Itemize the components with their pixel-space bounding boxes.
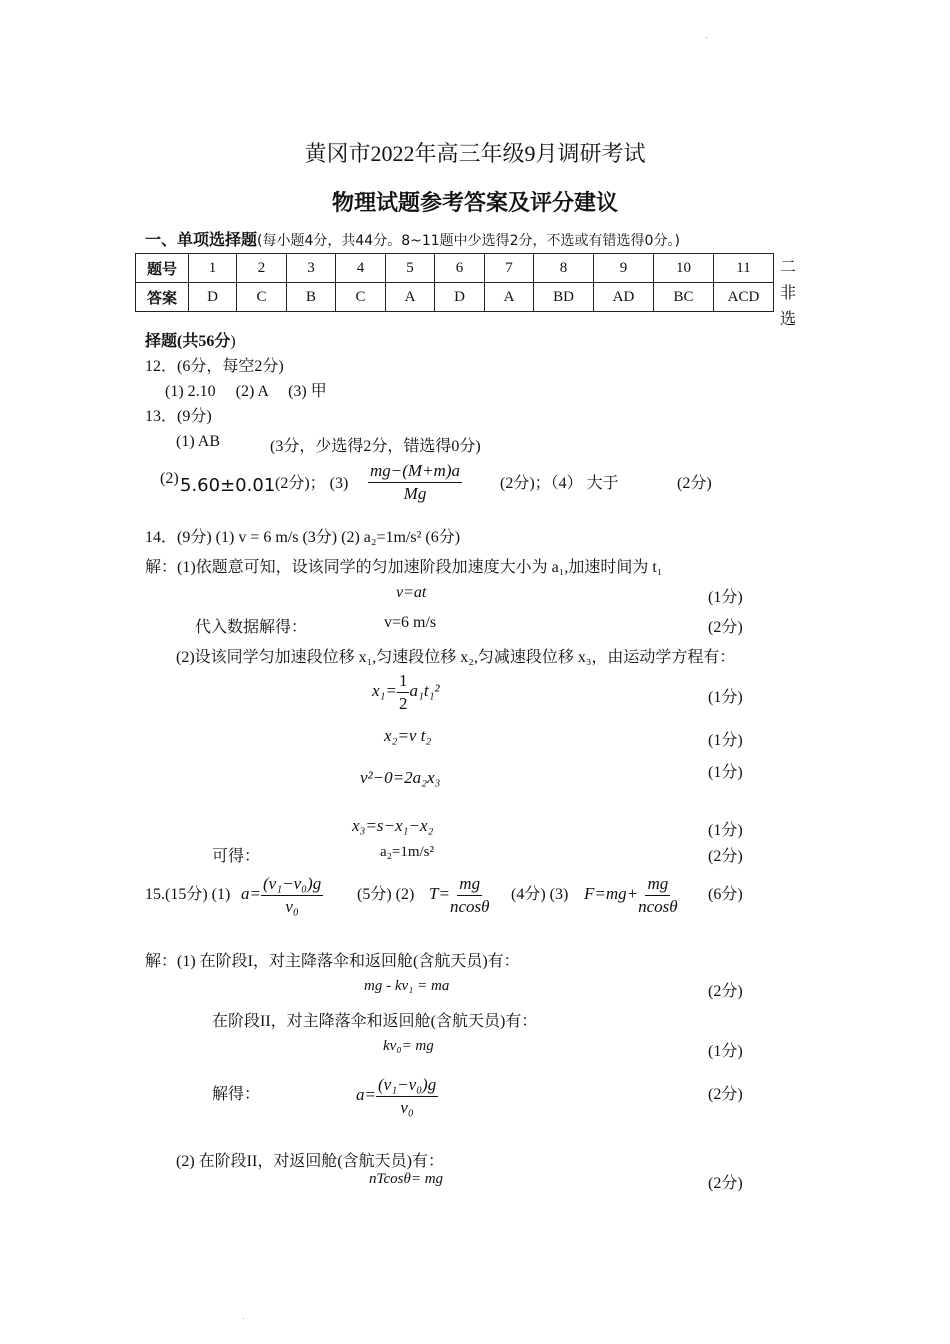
table-cell: 11 [714, 254, 774, 283]
table-cell: 答案 [136, 283, 189, 312]
q15-t-den: ncosθ [449, 897, 490, 916]
table-row [136, 254, 774, 283]
q15-sol3: (2) 在阶段II，对返回舱(含航天员)有： [176, 1153, 444, 1170]
q15-a-num: (v₁−v₀)g [261, 873, 323, 896]
table-cell: 5 [386, 254, 435, 283]
q15-f-num: mg [645, 873, 670, 896]
q13-frac-den: Mg [403, 484, 427, 503]
q15-head-b: (5分) (2) [357, 886, 415, 903]
side-char: 选 [780, 311, 797, 328]
side-char: 二 [780, 259, 797, 276]
q14-score5: (1分) [708, 764, 743, 781]
q15-t-left: T= [429, 884, 450, 904]
q15-sol2: 在阶段II，对主降落伞和返回舱(含航天员)有： [212, 1013, 538, 1030]
q15-t-formula [429, 873, 489, 918]
q15-a-left: a= [241, 884, 261, 904]
q15-eq3-left: a= [356, 1085, 376, 1105]
table-cell: 9 [594, 254, 654, 283]
q15-head-c: (4分) (3) [511, 886, 569, 903]
q15-score4: (2分) [708, 1175, 743, 1192]
q14-sub-label: 代入数据解得： [195, 619, 308, 636]
section1-heading-bold: 一、单项选择题 [145, 232, 258, 249]
q14-eq3-num: 1 [397, 670, 410, 693]
table-cell: BC [654, 283, 714, 312]
q14-eq4: x₂=v t₂ [384, 726, 432, 745]
table-cell: C [237, 283, 287, 312]
table-cell: A [386, 283, 435, 312]
table-cell: 题号 [136, 254, 189, 283]
q13-line2-a: (2) [160, 470, 179, 487]
q15-eq4: nTcosθ= mg [369, 1171, 444, 1187]
q13-line1-a: (1) AB [176, 433, 220, 450]
table-cell: AD [594, 283, 654, 312]
q15-a-den: v₀ [285, 897, 299, 916]
q14-eq3-den: 2 [398, 694, 408, 713]
table-cell: 4 [336, 254, 386, 283]
table-cell: C [336, 283, 386, 312]
q13-line2-b: (2分)； (3) [275, 475, 349, 492]
q15-eq1: mg - kv₁ = ma [364, 978, 450, 994]
page-subtitle: 物理试题参考答案及评分建议 [331, 190, 618, 215]
q14-score7: (2分) [708, 848, 743, 865]
q14-head: 14．(9分) (1) v = 6 m/s (3分) (2) a₂=1m/s² (6分) [145, 529, 461, 546]
q14-score6: (1分) [708, 822, 743, 839]
q14-eq5: v²−0=2a₂x₃ [360, 768, 441, 787]
section2-heading [145, 328, 236, 351]
q15-eq2: kv₀= mg [383, 1038, 434, 1054]
q14-eq6: x₃=s−x₁−x₂ [352, 816, 434, 835]
q15-f-left: F=mg+ [584, 884, 639, 904]
q14-sol1: 解：(1)依题意可知，设该同学的匀加速阶段加速度大小为 a₁,加速时间为 t₁ [145, 559, 663, 576]
q13-value: 5.60±0.01 [180, 475, 276, 496]
table-cell: 10 [654, 254, 714, 283]
q13-head: 13．(9分) [145, 408, 212, 425]
q14-eq2: v=6 m/s [384, 614, 437, 631]
section2-heading-score: 56分 [198, 333, 231, 350]
corner-mark-top [706, 37, 707, 38]
q14-eq1: v=at [396, 584, 427, 601]
q15-t-num: mg [457, 873, 482, 896]
q13-line1-b: (3分，少选得2分，错选得0分) [270, 438, 481, 455]
q13-fraction [368, 460, 462, 505]
q14-score3: (1分) [708, 689, 743, 706]
q15-eq3-den: v₀ [400, 1098, 414, 1117]
q13-line2-c: (2分)；（4） 大于 [500, 475, 619, 492]
section2-heading-bold: 择题(共 [145, 333, 199, 350]
table-cell: D [189, 283, 237, 312]
q12-head: 12．(6分，每空2分) [145, 358, 284, 375]
q14-score2: (2分) [708, 619, 743, 636]
side-label [780, 255, 796, 333]
table-cell: A [485, 283, 534, 312]
answer-table [135, 253, 774, 312]
section1-heading-note: (每小题4分，共44分。8~11题中少选得2分，不选或有错选得0分。) [257, 233, 680, 249]
q14-eq3-right: a₁t₁² [409, 681, 440, 701]
section2-heading-end: ) [230, 333, 236, 350]
table-cell: 1 [189, 254, 237, 283]
corner-mark-bottom [243, 1318, 244, 1319]
q15-eq3-num: (v₁−v₀)g [376, 1074, 438, 1097]
table-cell: BD [534, 283, 594, 312]
table-row [136, 283, 774, 312]
table-cell: D [435, 283, 485, 312]
q15-solve-label: 解得： [212, 1086, 261, 1103]
q15-head-a: 15.(15分) (1) [145, 886, 231, 903]
q15-f-formula [584, 873, 678, 918]
q12-answers: (1) 2.10 (2) A (3) 甲 [165, 383, 327, 400]
side-char: 非 [780, 285, 797, 302]
q15-head-d: (6分) [708, 886, 743, 903]
table-cell: 2 [237, 254, 287, 283]
q14-result-label: 可得： [212, 848, 261, 865]
q14-result: a₂=1m/s² [380, 844, 435, 860]
section1-heading [145, 227, 680, 250]
q15-score3: (2分) [708, 1086, 743, 1103]
q15-score1: (2分) [708, 983, 743, 1000]
table-cell: 3 [287, 254, 336, 283]
q13-frac-num: mg−(M+m)a [368, 460, 462, 483]
q14-eq3-left: x₁= [372, 681, 397, 701]
q15-eq3 [356, 1074, 438, 1119]
q14-sol2: (2)设该同学匀加速段位移 x₁,匀速段位移 x₂,匀减速段位移 x₃，由运动学方程有： [176, 649, 736, 666]
q13-line2-d: (2分) [677, 475, 712, 492]
q14-score1: (1分) [708, 589, 743, 606]
table-cell: B [287, 283, 336, 312]
q15-sol1: 解：(1) 在阶段I，对主降落伞和返回舱(含航天员)有： [145, 953, 520, 970]
q15-a-formula [241, 873, 323, 918]
page-title: 黄冈市2022年高三年级9月调研考试 [304, 141, 646, 166]
table-cell: 8 [534, 254, 594, 283]
q15-f-den: ncosθ [638, 897, 678, 916]
table-cell: ACD [714, 283, 774, 312]
table-cell: 7 [485, 254, 534, 283]
q14-eq3 [372, 670, 440, 715]
q14-score4: (1分) [708, 732, 743, 749]
table-cell: 6 [435, 254, 485, 283]
q15-score2: (1分) [708, 1043, 743, 1060]
